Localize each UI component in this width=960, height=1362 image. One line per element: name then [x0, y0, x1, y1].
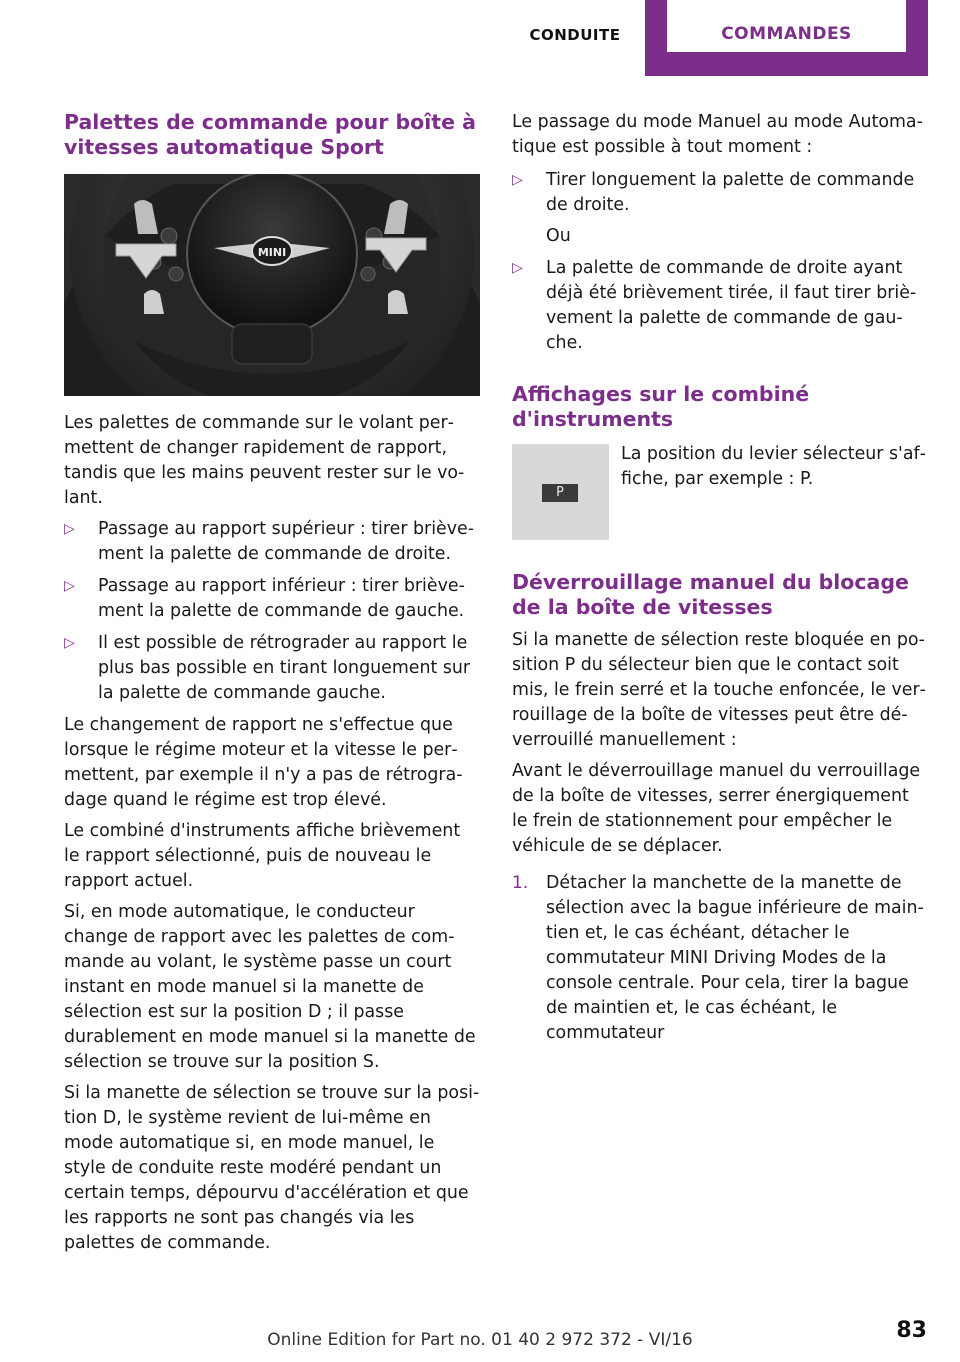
left-column	[64, 110, 480, 1262]
mode-switch-intro: Le passage du mode Manuel au mode Automatique est possible à tout moment :	[512, 112, 923, 157]
bullet-icon: ▷	[512, 172, 523, 188]
mode-switch-list	[512, 168, 926, 356]
list-item: 1. Détacher la manchette de la manette de sélection avec la bague inférieure de maintien et, le cas échéant, détacher le commutateur MINI Driving Modes de la console centrale. Pour cela, tirer la bague de maintien et, le cas échéant, le commutateur	[512, 873, 924, 1043]
display-description: La position du levier sélecteur s'affiche, par exemple : P.	[621, 444, 926, 489]
paragraph: Le combiné d'instruments affiche brièvement le rapport sélectionné, puis de nouveau le rapport actuel.	[64, 821, 461, 891]
edition-footer: Online Edition for Part no. 01 40 2 972 372 - VI/16	[267, 1330, 693, 1350]
list-item-sub: Ou	[546, 226, 571, 246]
paragraph: Si, en mode automatique, le conducteur change de rapport avec les palettes de commande au volant, le système passe un court instant en mode manuel si la manette de sélection est sur la position D ; il passe durablement en mode manuel si la manette de sélection se trouve sur la position S.	[64, 902, 476, 1072]
display-block	[512, 442, 926, 540]
bullet-icon: ▷	[64, 578, 75, 594]
gear-display-image	[512, 444, 609, 540]
paragraph: Le changement de rapport ne s'effectue que lorsque le régime moteur et la vitesse le permettent, par exemple il n'y a pas de rétrogradage quand le régime est trop élevé.	[64, 715, 463, 810]
right-column	[512, 110, 926, 1053]
list-item: ▷ La palette de commande de droite ayant déjà été brièvement tirée, il faut tirer brièvement la palette de commande de gauche.	[512, 258, 917, 353]
paddle-section-title: Palettes de commande pour boîte à vitesses automatique Sport	[64, 110, 476, 159]
chapter-tab[interactable]	[645, 0, 928, 76]
unlock-steps	[512, 871, 926, 1046]
bullet-icon: ▷	[512, 260, 523, 276]
display-section-title: Affichages sur le combiné d'instruments	[512, 382, 810, 431]
page-number: 83	[896, 1318, 927, 1343]
list-item: ▷ Passage au rapport inférieur : tirer brièvement la palette de commande de gauche.	[64, 576, 465, 621]
gear-p-indicator: P	[542, 484, 578, 502]
bullet-icon: ▷	[64, 635, 75, 651]
mini-logo: MINI	[257, 246, 287, 259]
paragraph: Si la manette de sélection reste bloquée en position P du sélecteur bien que le contact soit mis, le frein serré et la touche enfoncée, le verrouillage de la boîte de vitesses peut être déverrouillé manuellement :	[512, 630, 926, 750]
chapter-title: COMMANDES	[667, 0, 906, 52]
unlock-section-title: Déverrouillage manuel du blocage de la boîte de vitesses	[512, 570, 909, 619]
section-title: CONDUITE	[529, 26, 621, 44]
step-number: 1.	[512, 873, 529, 893]
paddle-intro: Les palettes de commande sur le volant permettent de changer rapidement de rapport, tandis que les mains peuvent rester sur le volant.	[64, 413, 465, 508]
paragraph: Si la manette de sélection se trouve sur la position D, le système revient de lui-même en mode automatique si, en mode manuel, le style de conduite reste modéré pendant un certain temps, dépourvu d'accélération et que les rapports ne sont pas changés via les palettes de commande.	[64, 1083, 480, 1253]
list-item: ▷ Passage au rapport supérieur : tirer brièvement la palette de commande de droite.	[64, 519, 475, 564]
paddle-bullet-list	[64, 517, 480, 706]
steering-wheel-photo	[64, 174, 480, 396]
bullet-icon: ▷	[64, 521, 75, 537]
paragraph: Avant le déverrouillage manuel du verrouillage de la boîte de vitesses, serrer énergiquement le frein de stationnement pour empêcher le véhicule de se déplacer.	[512, 761, 921, 856]
list-item: ▷ Il est possible de rétrograder au rapport le plus bas possible en tirant longuement sur la palette de commande gauche.	[64, 633, 471, 703]
list-item: ▷ Tirer longuement la palette de commande de droite. Ou	[512, 168, 926, 249]
